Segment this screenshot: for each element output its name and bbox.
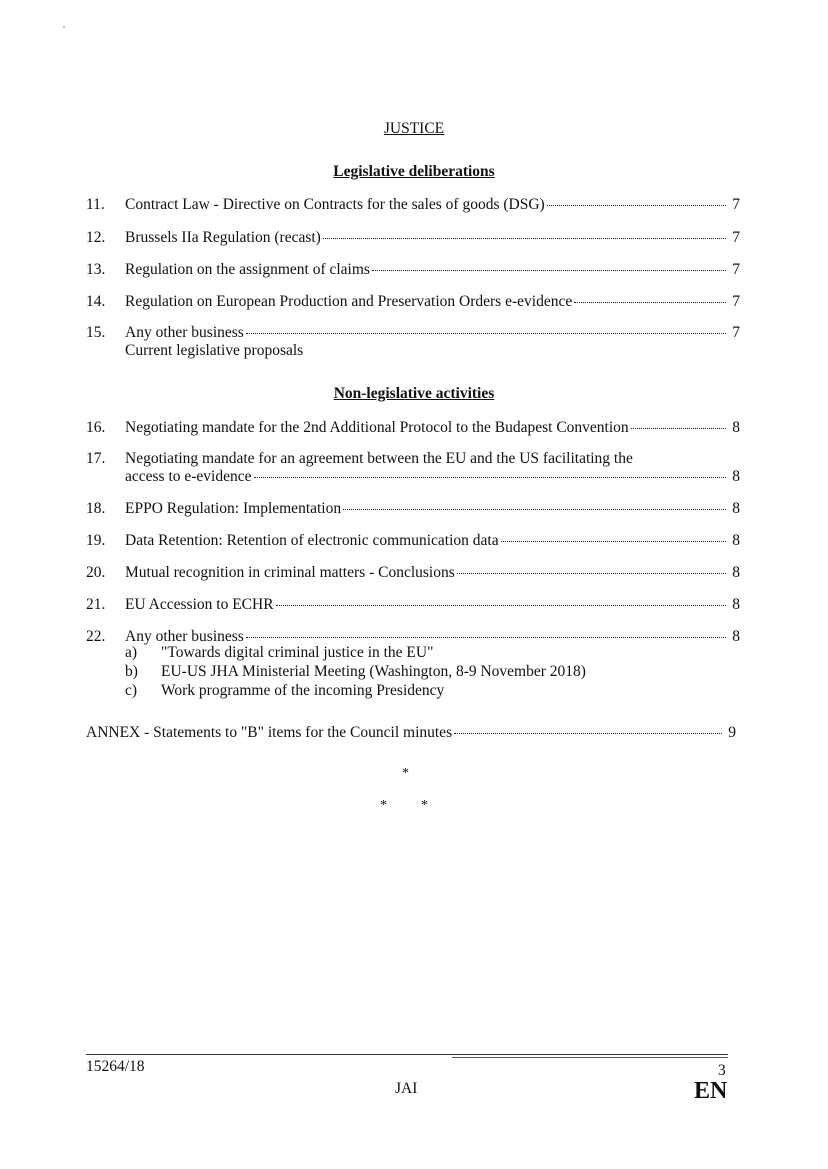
item-page: 7	[732, 196, 740, 213]
dot-leader	[246, 637, 726, 638]
separator-star: *	[421, 798, 428, 813]
subitem-text-b: EU-US JHA Ministerial Meeting (Washington, 8-9 November 2018)	[161, 663, 586, 680]
separator-star: *	[402, 766, 409, 781]
toc-item-11[interactable]	[86, 195, 740, 215]
item-page: 8	[732, 532, 740, 549]
toc-item-17-line1[interactable]	[86, 449, 740, 469]
item-title: EU Accession to ECHR	[125, 596, 274, 613]
section-heading-justice: JUSTICE	[383, 120, 445, 137]
item-title: Regulation on European Production and Preservation Orders e-evidence	[125, 293, 573, 310]
item-number: 12.	[86, 229, 106, 246]
toc-item-17-line2[interactable]	[86, 467, 740, 487]
subitem-text-a: "Towards digital criminal justice in the EU"	[161, 644, 434, 661]
dot-leader	[276, 605, 726, 606]
dot-leader	[457, 573, 726, 574]
dot-leader	[254, 477, 726, 478]
item-page: 8	[732, 500, 740, 517]
separator-star: *	[380, 798, 387, 813]
item-title: Negotiating mandate for the 2nd Additional Protocol to the Budapest Convention	[125, 419, 629, 436]
item-title: Any other business	[125, 324, 244, 341]
toc-item-15[interactable]	[86, 323, 740, 343]
item-page: 7	[732, 293, 740, 310]
item-title: Brussels IIa Regulation (recast)	[125, 229, 321, 246]
stray-mark: '	[63, 24, 65, 36]
item-title: access to e-evidence	[125, 468, 252, 485]
subsection-legislative-deliberations: Legislative deliberations	[333, 163, 495, 180]
item-page: 8	[732, 564, 740, 581]
item-number: 18.	[86, 500, 106, 517]
item-title: Mutual recognition in criminal matters - Conclusions	[125, 564, 455, 581]
toc-annex[interactable]	[86, 723, 736, 743]
footer-doc-ref: 15264/18	[86, 1058, 145, 1075]
subitem-letter-a: a)	[125, 644, 138, 661]
item-number: 11.	[86, 196, 105, 213]
item-number: 14.	[86, 293, 106, 310]
item-page: 7	[732, 229, 740, 246]
footer-rule	[86, 1054, 728, 1055]
footer-language: EN	[694, 1078, 728, 1104]
item-title: Data Retention: Retention of electronic communication data	[125, 532, 499, 549]
item-number: 16.	[86, 419, 106, 436]
item-page: 8	[732, 628, 740, 645]
toc-item-21[interactable]	[86, 595, 740, 615]
toc-item-13[interactable]	[86, 260, 740, 280]
dot-leader	[454, 733, 722, 734]
item-page: 8	[732, 596, 740, 613]
toc-item-18[interactable]	[86, 499, 740, 519]
item-title: Contract Law - Directive on Contracts for the sales of goods (DSG)	[125, 196, 545, 213]
dot-leader	[547, 205, 726, 206]
item-page: 7	[732, 324, 740, 341]
dot-leader	[574, 302, 726, 303]
item-title: EPPO Regulation: Implementation	[125, 500, 342, 517]
item-page: 8	[732, 468, 740, 485]
subsection-non-legislative-activities: Non-legislative activities	[333, 385, 495, 402]
toc-item-16[interactable]	[86, 418, 740, 438]
footer-page-number: 3	[718, 1062, 726, 1079]
item-title-line1: Negotiating mandate for an agreement between the EU and the US facilitating the	[125, 450, 633, 467]
item-number: 20.	[86, 564, 106, 581]
toc-item-20[interactable]	[86, 563, 740, 583]
annex-title: ANNEX - Statements to "B" items for the Council minutes	[86, 724, 453, 741]
item-number: 13.	[86, 261, 106, 278]
footer-unit: JAI	[395, 1080, 418, 1097]
item-number: 22.	[86, 628, 106, 645]
item-number: 19.	[86, 532, 106, 549]
dot-leader	[501, 541, 726, 542]
dot-leader	[343, 509, 726, 510]
subitem-letter-b: b)	[125, 663, 138, 680]
item-title: Any other business	[125, 628, 244, 645]
item-page: 8	[732, 419, 740, 436]
dot-leader	[631, 428, 726, 429]
item-title: Regulation on the assignment of claims	[125, 261, 370, 278]
item-number: 15.	[86, 324, 106, 341]
dot-leader	[323, 238, 726, 239]
dot-leader	[372, 270, 726, 271]
toc-item-14[interactable]	[86, 292, 740, 312]
item-page: 7	[732, 261, 740, 278]
item-15-subline: Current legislative proposals	[125, 342, 304, 359]
toc-item-12[interactable]	[86, 228, 740, 248]
footer-rule-secondary	[452, 1057, 728, 1058]
subitem-letter-c: c)	[125, 682, 138, 699]
toc-item-19[interactable]	[86, 531, 740, 551]
subitem-text-c: Work programme of the incoming Presidency	[161, 682, 445, 699]
item-number: 17.	[86, 450, 106, 467]
item-number: 21.	[86, 596, 106, 613]
annex-page: 9	[728, 724, 736, 741]
dot-leader	[246, 333, 726, 334]
